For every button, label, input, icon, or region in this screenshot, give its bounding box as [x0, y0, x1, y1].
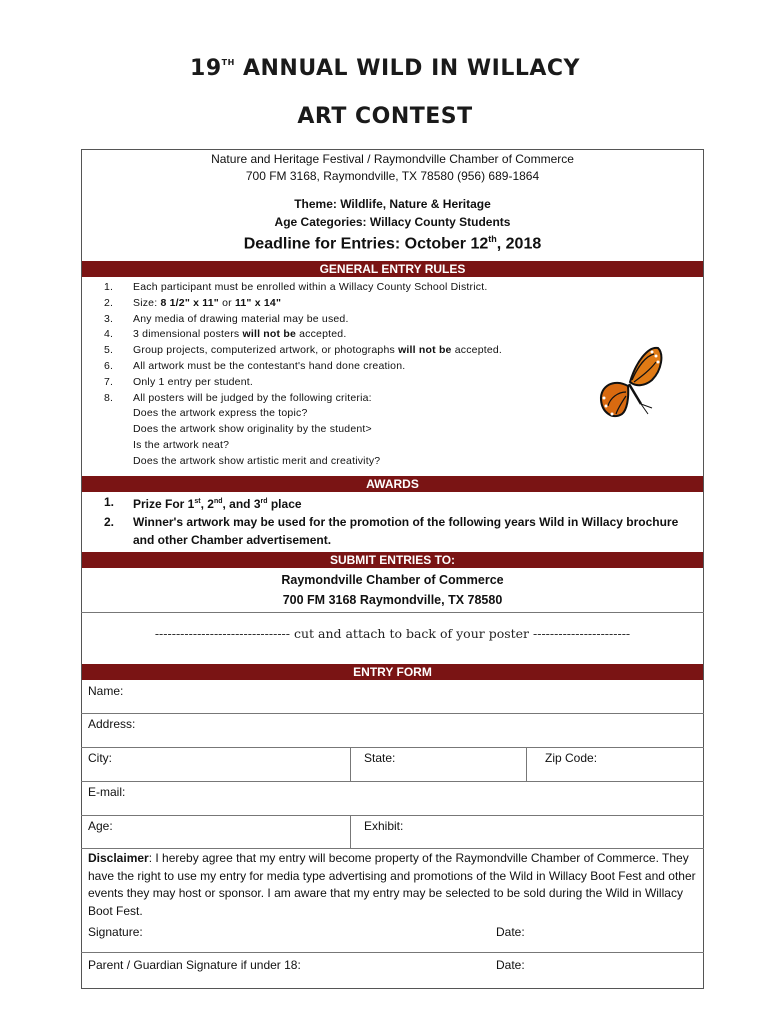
awards-header: AWARDS [82, 476, 703, 492]
rule-item: Is the artwork neat? [133, 438, 230, 451]
state-label: State: [364, 751, 396, 765]
submit-address: 700 FM 3168 Raymondville, TX 78580 [282, 593, 503, 607]
awards-list [104, 493, 678, 549]
divider [81, 952, 704, 953]
award-item-1: 1. Prize For 1st, 2nd, and 3rd place [104, 495, 302, 511]
award-item-2-cont: and other Chamber advertisement. [133, 533, 332, 547]
award-item-2: 2. Winner's artwork may be used for the promotion of the following years Wild in Willacy brochure [104, 515, 679, 529]
title-line-2: ART CONTEST [297, 104, 473, 129]
exhibit-label: Exhibit: [364, 819, 404, 833]
rule-item: 5. Group projects, computerized artwork, or photographs will not be accepted. [104, 344, 503, 357]
divider [81, 781, 704, 782]
age-categories-line: Age Categories: Willacy County Students [274, 215, 511, 229]
age-label: Age: [88, 819, 113, 833]
entry-form-header: ENTRY FORM [82, 664, 703, 680]
address-label: Address: [88, 717, 136, 731]
divider [81, 713, 704, 714]
zip-label: Zip Code: [545, 751, 598, 765]
rule-item: 4. 3 dimensional posters will not be accepted. [104, 328, 347, 341]
title-line-1: 19TH ANNUAL WILD IN WILLACY [190, 56, 580, 81]
org-line: Nature and Heritage Festival / Raymondville Chamber of Commerce [211, 152, 574, 166]
parent-signature-label: Parent / Guardian Signature if under 18: [88, 958, 301, 972]
divider [526, 747, 527, 781]
divider [81, 747, 704, 748]
submit-name: Raymondville Chamber of Commerce [281, 573, 504, 587]
rule-item: Does the artwork express the topic? [133, 407, 308, 420]
date-label-2: Date: [496, 958, 525, 972]
divider [81, 815, 704, 816]
rule-item: 8. All posters will be judged by the following criteria: [104, 391, 372, 404]
deadline-line: Deadline for Entries: October 12th, 2018 [243, 234, 542, 253]
rule-item: Does the artwork show originality by the student> [133, 423, 372, 436]
rule-item: 7. Only 1 entry per student. [104, 375, 253, 388]
rule-item: Does the artwork show artistic merit and creativity? [133, 454, 381, 467]
rule-item: 2. Size: 8 1/2" x 11" or 11" x 14" [104, 296, 282, 309]
divider [81, 612, 704, 613]
submit-header: SUBMIT ENTRIES TO: [82, 552, 703, 568]
email-label: E-mail: [88, 785, 126, 799]
rule-item: 6. All artwork must be the contestant's hand done creation. [104, 359, 406, 372]
rules-list [104, 280, 502, 470]
name-label: Name: [88, 684, 124, 698]
butterfly-image [596, 342, 664, 422]
divider [350, 815, 351, 848]
general-rules-header: GENERAL ENTRY RULES [82, 261, 703, 277]
date-label-1: Date: [496, 925, 525, 939]
divider [350, 747, 351, 781]
disclaimer: Disclaimer: I hereby agree that my entry will become property of the Raymondville Chamber of Commerce. They have the right to use my entry for media type advertising and promotions of the Wild in Willacy Boot Fest and other events they may host or sponsor. I am aware that my entry may be selected to be sold during the Wild in Willacy Boot Fest. [88, 851, 696, 918]
rule-item: 1. Each participant must be enrolled within a Willacy County School District. [104, 281, 488, 293]
cut-line: -------------------------------- cut and attach to back of your poster ----------------------- [154, 626, 631, 641]
divider [81, 848, 704, 849]
city-label: City: [88, 751, 112, 765]
address-line: 700 FM 3168, Raymondville, TX 78580 (956) 689-1864 [245, 169, 540, 183]
theme-line: Theme: Wildlife, Nature & Heritage [294, 197, 491, 211]
signature-label: Signature: [88, 925, 143, 939]
rule-item: 3. Any media of drawing material may be used. [104, 312, 349, 325]
